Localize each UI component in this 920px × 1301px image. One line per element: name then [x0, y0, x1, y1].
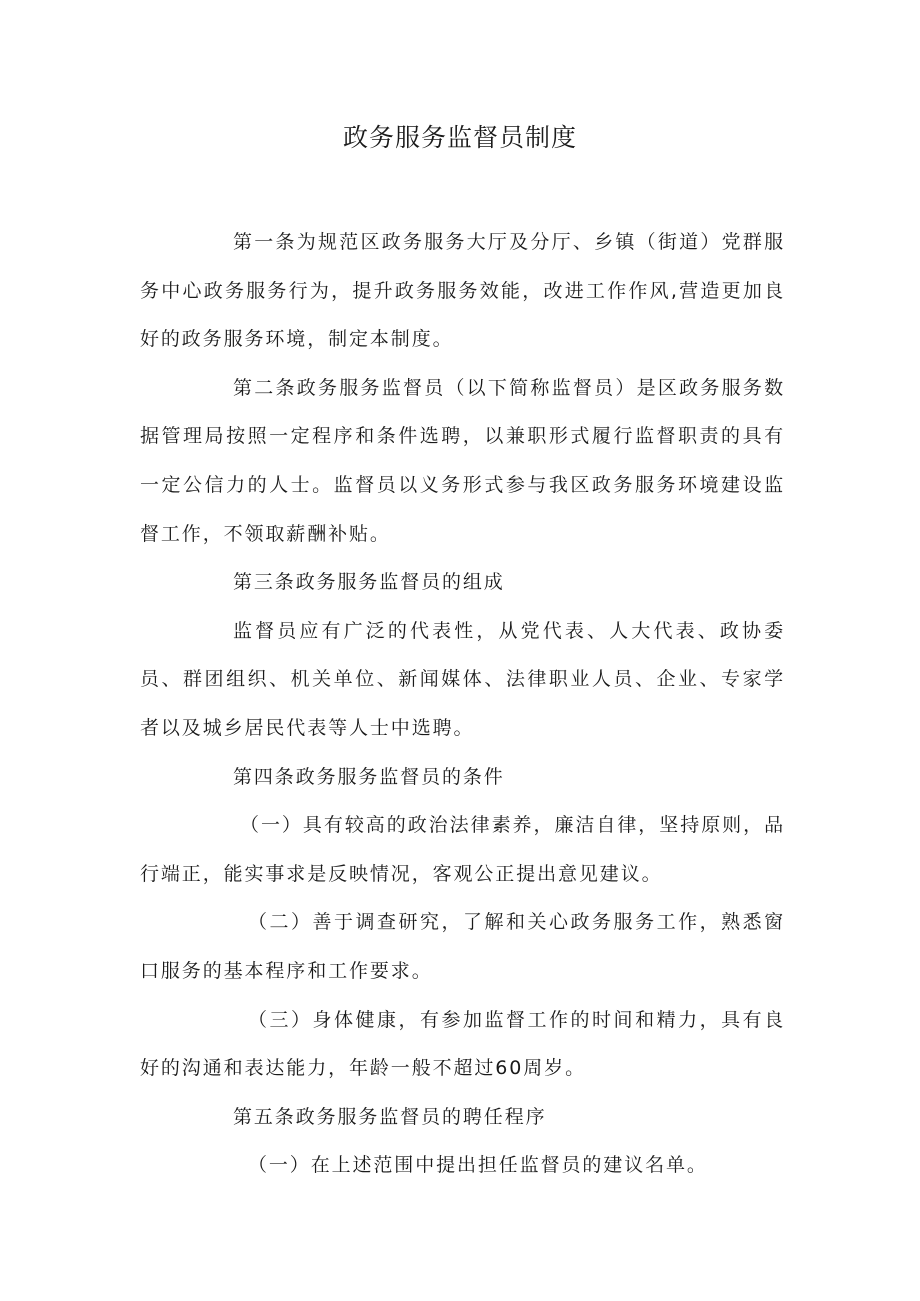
paragraph-article-4-heading: 第四条政务服务监督员的条件	[233, 765, 505, 788]
paragraph-article-4-item-2: （二）善于调查研究，了解和关心政务服务工作，熟悉窗口服务的基本程序和工作要求。	[140, 911, 785, 982]
document-title: 政务服务监督员制度	[342, 123, 577, 152]
paragraph-article-5-item-1: （一）在上述范围中提出担任监督员的建议名单。	[248, 1154, 708, 1177]
paragraph-article-1: 第一条为规范区政务服务大厅及分厅、乡镇（街道）党群服务中心政务服务行为，提升政务服务效能，改进工作作风,营造更加良好的政务服务环境，制定本制度。	[140, 231, 785, 351]
paragraph-article-2: 第二条政务服务监督员（以下简称监督员）是区政务服务数据管理局按照一定程序和条件选聘，以兼职形式履行监督职责的具有一定公信力的人士。监督员以义务形式参与我区政务服务环境建设监督工作，不领取薪酬补贴。	[140, 376, 785, 545]
paragraph-article-4-item-3: （三）身体健康，有参加监督工作的时间和精力，具有良好的沟通和表达能力，年龄一般不超过60周岁。	[140, 1008, 785, 1080]
paragraph-article-3-body: 监督员应有广泛的代表性，从党代表、人大代表、政协委员、群团组织、机关单位、新闻媒体、法律职业人员、企业、专家学者以及城乡居民代表等人士中选聘。	[140, 619, 785, 739]
paragraph-article-3-heading: 第三条政务服务监督员的组成	[233, 571, 505, 594]
paragraph-article-4-item-1: （一）具有较高的政治法律素养，廉洁自律，坚持原则，品行端正，能实事求是反映情况，客观公正提出意见建议。	[140, 814, 785, 885]
paragraph-article-5-heading: 第五条政务服务监督员的聘任程序	[233, 1105, 547, 1128]
document-body	[140, 218, 785, 1190]
